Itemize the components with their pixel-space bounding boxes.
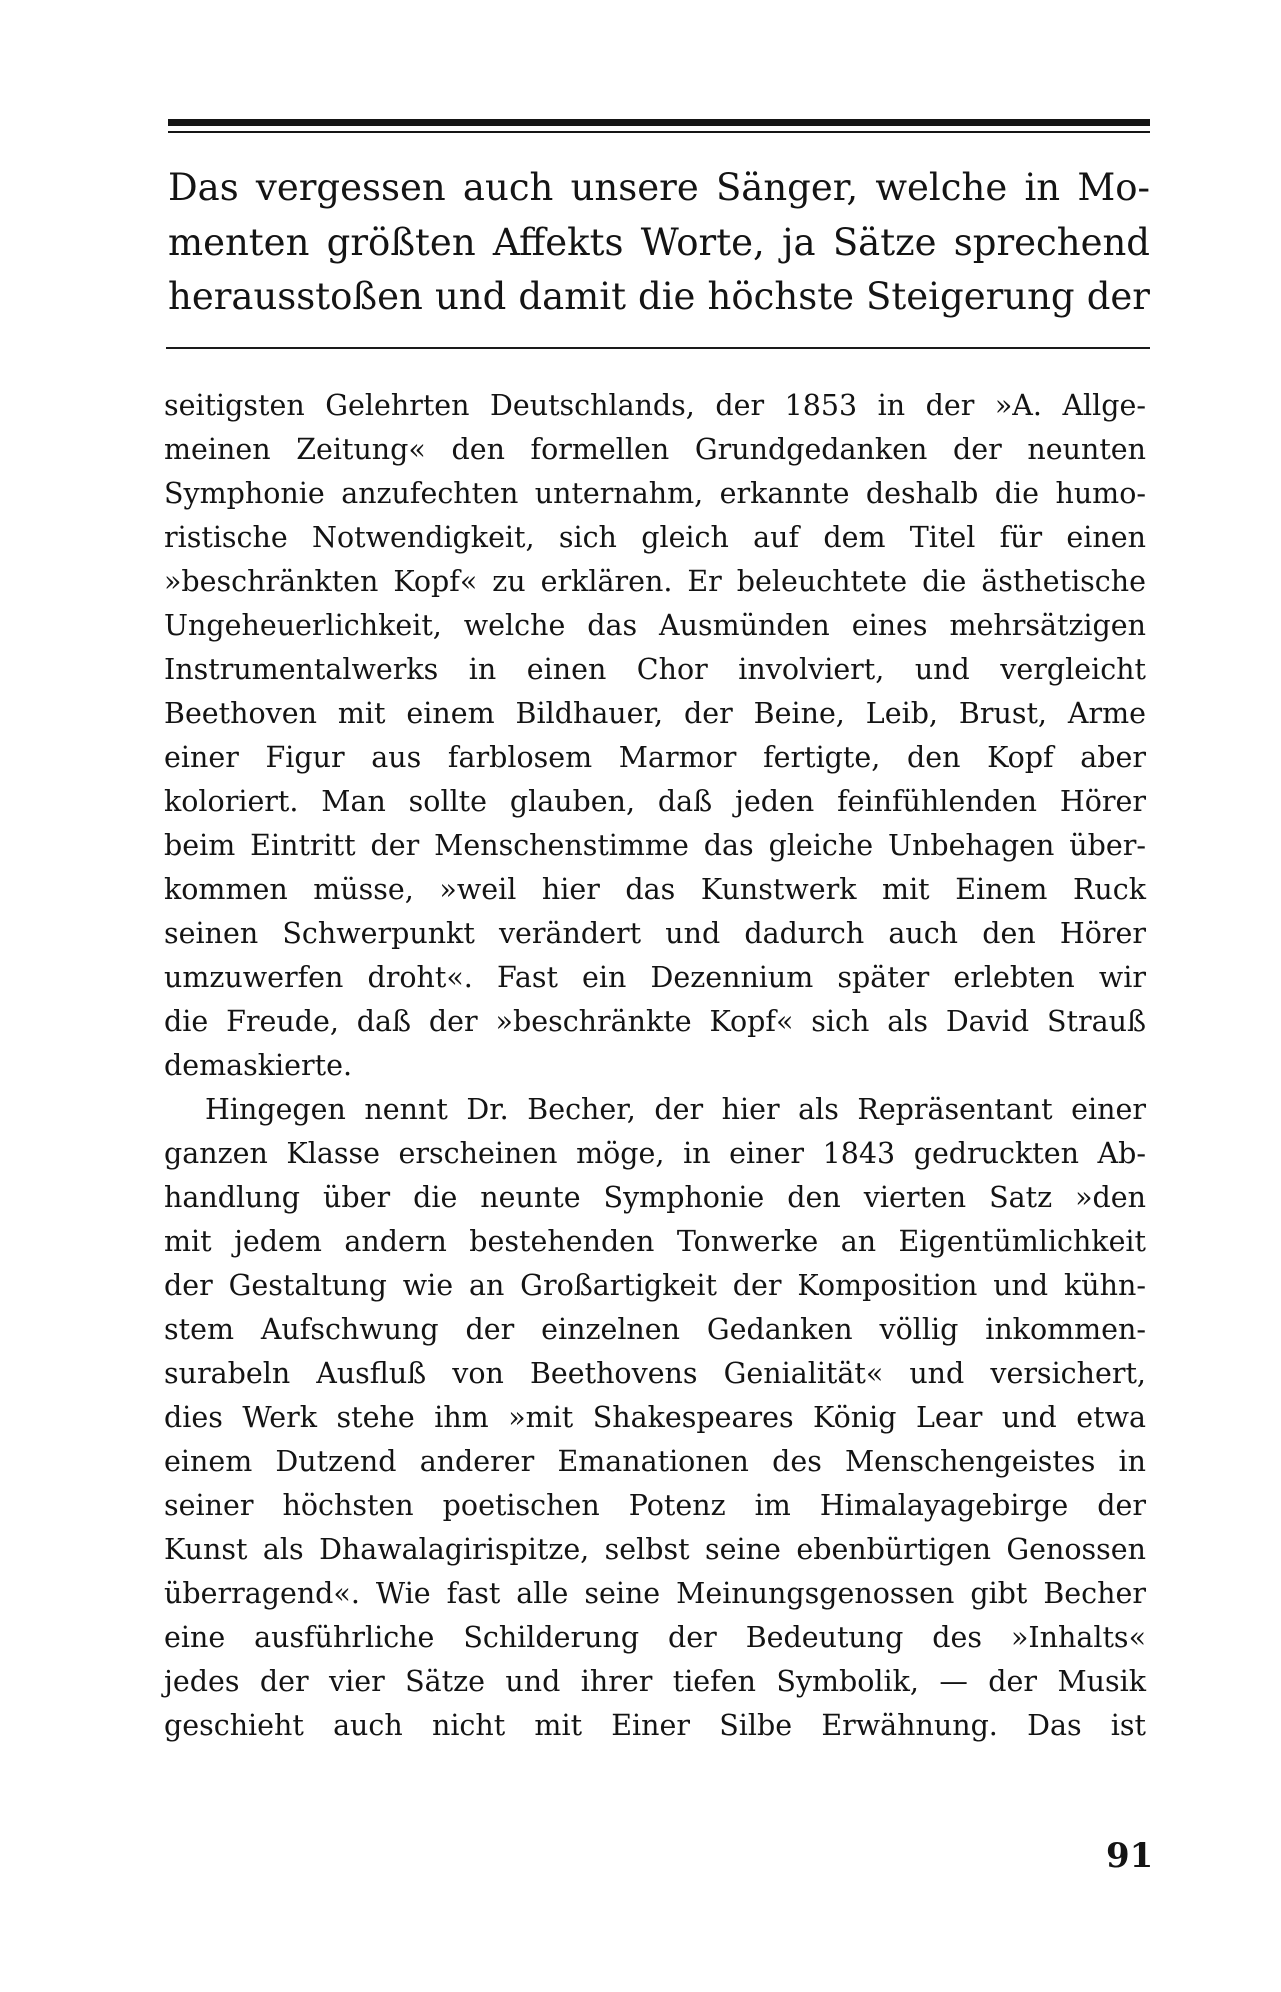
text-line: stem Aufschwung der einzelnen Gedanken völlig inkommen- [164,1313,1146,1346]
paragraph-start: Hingegen nennt Dr. Becher, der hier als Repräsentant einer [205,1093,1146,1126]
text-line: kommen müsse, »weil hier das Kunstwerk mit Einem Ruck [164,873,1146,906]
text-line: dies Werk stehe ihm »mit Shakespeares König Lear und etwa [164,1401,1146,1434]
text-line: meinen Zeitung« den formellen Grundgedanken der neunten [164,433,1146,466]
text-line: überragend«. Wie fast alle seine Meinungsgenossen gibt Becher [164,1577,1146,1610]
text-line: seinen Schwerpunkt verändert und dadurch auch den Hörer [164,917,1146,950]
text-line: einer Figur aus farblosem Marmor fertigte, den Kopf aber [164,741,1146,774]
text-line: ganzen Klasse erscheinen möge, in einer 1843 gedruckten Ab- [164,1137,1146,1170]
excerpt-line: herausstoßen und damit die höchste Steigerung der [168,275,1150,318]
text-line: mit jedem andern bestehenden Tonwerke an Eigentümlichkeit [164,1225,1146,1258]
text-line: »beschränkten Kopf« zu erklären. Er beleuchtete die ästhetische [164,565,1146,598]
text-line: Symphonie anzufechten unternahm, erkannte deshalb die humo- [164,477,1146,510]
text-line: Instrumentalwerks in einen Chor involviert, und vergleicht [164,653,1146,686]
text-line: handlung über die neunte Symphonie den vierten Satz »den [164,1181,1146,1214]
text-line: beim Eintritt der Menschenstimme das gleiche Unbehagen über- [164,829,1146,862]
text-line: eine ausführliche Schilderung der Bedeutung des »Inhalts« [164,1621,1146,1654]
top-rule-thick [168,119,1150,126]
text-line: der Gestaltung wie an Großartigkeit der Komposition und kühn- [164,1269,1146,1302]
excerpt-line: menten größten Affekts Worte, ja Sätze sprechend [168,221,1150,264]
text-line: geschieht auch nicht mit Einer Silbe Erwähnung. Das ist [164,1709,1146,1742]
text-line: einem Dutzend anderer Emanationen des Menschengeistes in [164,1445,1146,1478]
text-line: Beethoven mit einem Bildhauer, der Beine, Leib, Brust, Arme [164,697,1146,730]
text-line: jedes der vier Sätze und ihrer tiefen Symbolik, — der Musik [164,1665,1146,1698]
text-line: ristische Notwendigkeit, sich gleich auf dem Titel für einen [164,521,1146,554]
text-line: die Freude, daß der »beschränkte Kopf« sich als David Strauß [164,1005,1146,1038]
text-line: umzuwerfen droht«. Fast ein Dezennium später erlebten wir [164,961,1146,994]
excerpt-line: Das vergessen auch unsere Sänger, welche in Mo- [168,166,1150,209]
page-number: 91 [1106,1836,1154,1876]
text-line: Ungeheuerlichkeit, welche das Ausmünden eines mehrsätzigen [164,609,1146,642]
text-line: seiner höchsten poetischen Potenz im Himalayagebirge der [164,1489,1146,1522]
text-line: koloriert. Man sollte glauben, daß jeden feinfühlenden Hörer [164,785,1146,818]
text-line: seitigsten Gelehrten Deutschlands, der 1853 in der »A. Allge- [164,389,1146,422]
section-divider [166,347,1150,349]
text-line: demaskierte. [164,1049,353,1082]
text-line: surabeln Ausfluß von Beethovens Genialität« und versichert, [164,1357,1146,1390]
text-line: Kunst als Dhawalagirispitze, selbst seine ebenbürtigen Genossen [164,1533,1146,1566]
top-rule-thin [168,131,1150,133]
